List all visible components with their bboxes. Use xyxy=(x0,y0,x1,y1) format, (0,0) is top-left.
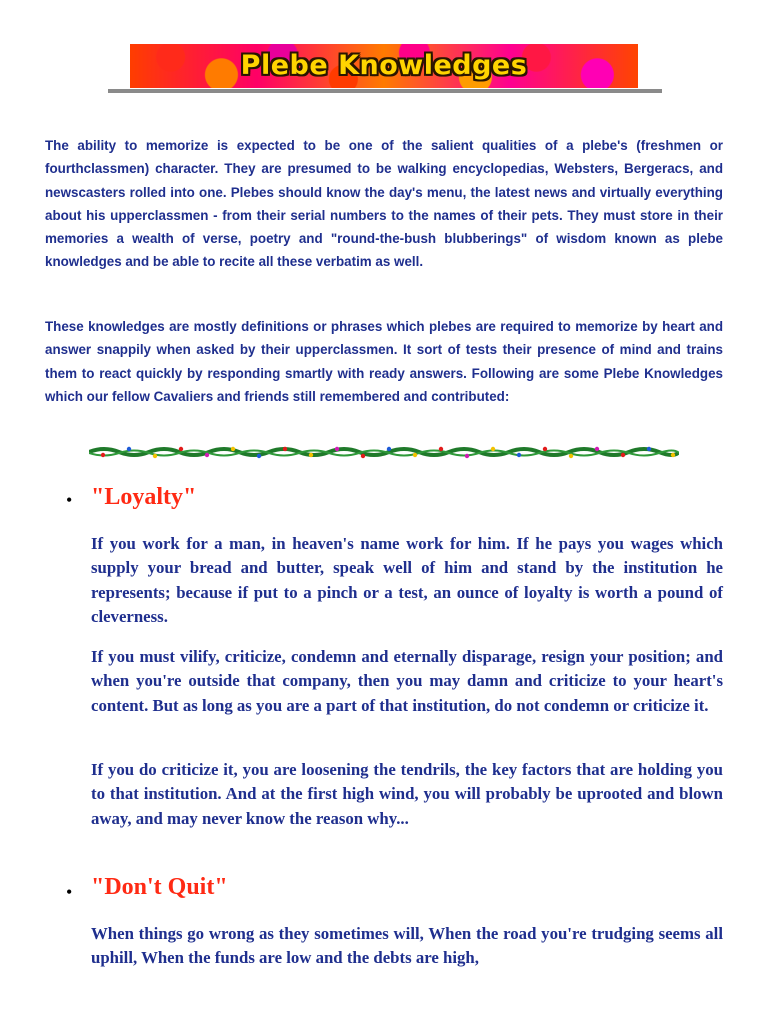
section-heading-loyalty: "Loyalty" xyxy=(91,484,197,510)
garland-divider xyxy=(89,444,679,460)
intro-paragraph-1: The ability to memorize is expected to be one of the salient qualities of a plebe's (freshmen or fourthclassmen) character. They are presumed to be walking encyclopedias, Websters, Bergeracs, and newscasters rolled into one. Plebes should know the day's menu, the latest news and virtually everything about his upperclassmen - from their serial numbers to the names of their pets. They must store in their memories a wealth of verse, poetry and "round-the-bush blubberings" of wisdom known as plebe knowledges and be able to recite all these verbatim as well. xyxy=(45,138,723,270)
banner-shadow xyxy=(108,89,662,93)
loyalty-paragraph-3: If you do criticize it, you are loosening the tendrils, the key factors that are holding you to that institution. And at the first high wind, you will probably be uprooted and blown away, and may never know the reason why... xyxy=(91,760,723,828)
section-heading-dont-quit: "Don't Quit" xyxy=(91,874,228,900)
page-title: Plebe Knowledges xyxy=(240,50,528,81)
banner-image xyxy=(130,44,638,88)
intro-paragraph-2: These knowledges are mostly definitions or phrases which plebes are required to memorize by heart and answer snappily when asked by their upperclassmen. It sort of tests their presence of mind and trains them to react quickly by responding smartly with ready answers. Following are some Plebe Knowledges which our fellow Cavaliers and friends still remembered and contributed: xyxy=(45,319,723,404)
bullet-marker: • xyxy=(66,882,73,902)
page-banner xyxy=(108,44,662,94)
bullet-marker: • xyxy=(66,490,73,510)
dont-quit-paragraph-1: When things go wrong as they sometimes will, When the road you're trudging seems all uphill, When the funds are low and the debts are high, xyxy=(91,924,723,968)
loyalty-paragraph-2: If you must vilify, criticize, condemn and eternally disparage, resign your position; and when you're outside that company, then you may damn and criticize to your heart's content. But as long as you are a part of that institution, do not condemn or criticize it. xyxy=(91,647,723,715)
loyalty-paragraph-1: If you work for a man, in heaven's name work for him. If he pays you wages which supply your bread and butter, speak well of him and stand by the institution he represents; because if put to a pinch or a test, an ounce of loyalty is worth a pound of cleverness. xyxy=(91,534,723,626)
